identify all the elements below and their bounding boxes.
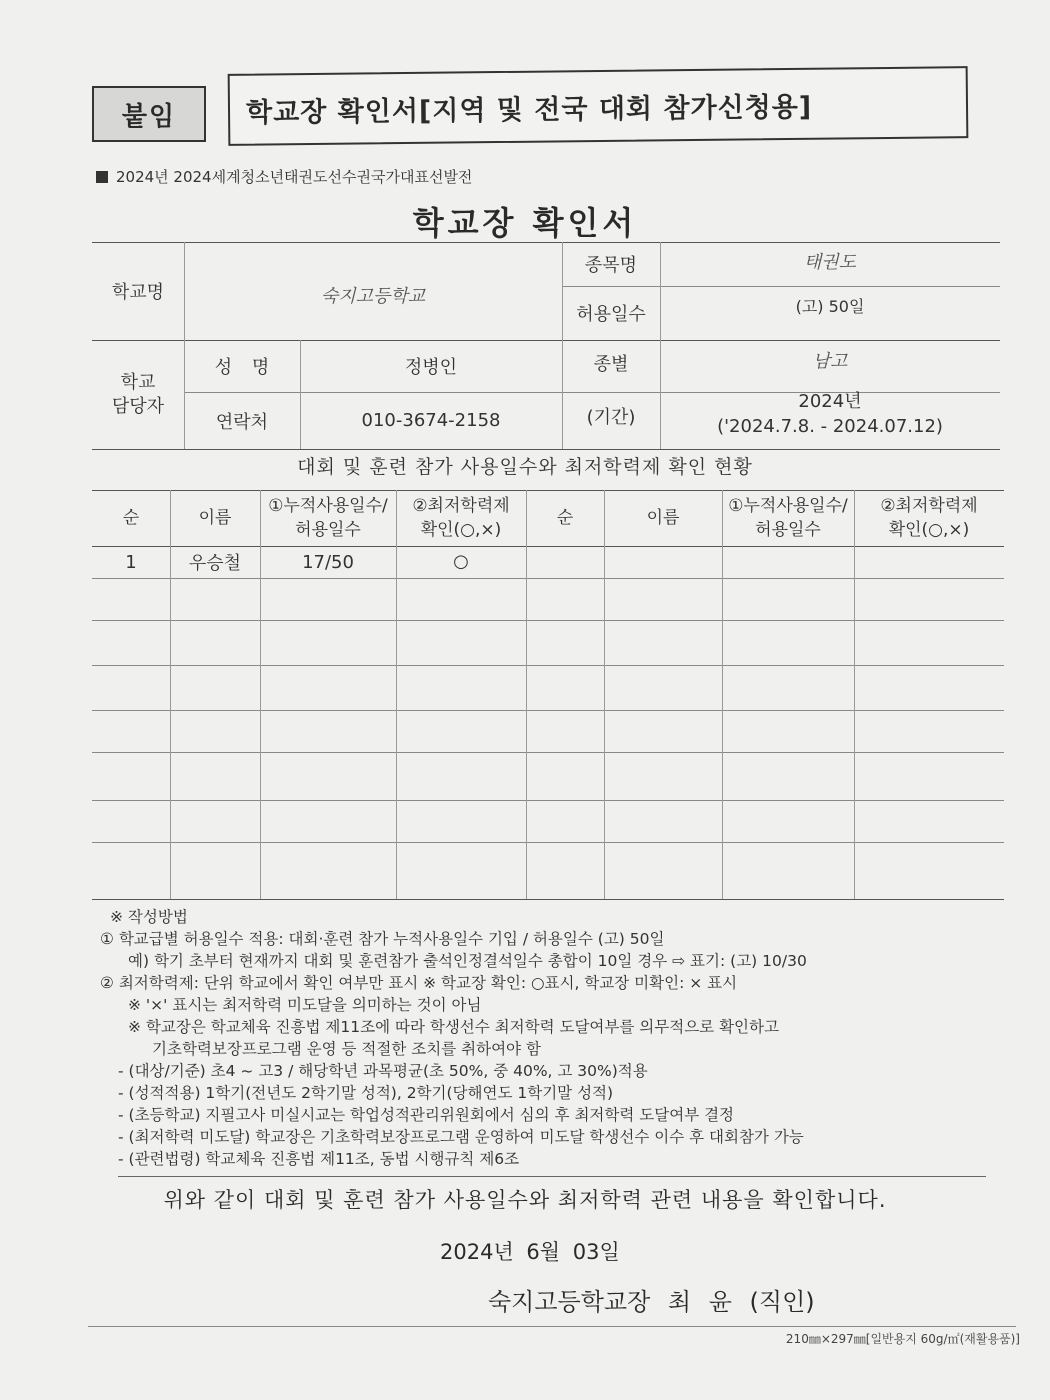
gender-value: 남고 [812,351,848,372]
paper-spec: 210㎜×297㎜[일반용지 60g/㎡(재활용품)] [785,1332,1020,1346]
note-rule-2: - (성적적용) 1학기(전년도 2학기말 성적), 2학기(당해연도 1학기말 성적) [118,1084,614,1102]
event-text: 2024년 2024세계청소년태권도선수권국가대표선발전 [116,168,473,186]
status-title: 대회 및 훈련 참가 사용일수와 최저학력제 확인 현황 [297,456,753,478]
school-value: 숙지고등학교 [320,286,426,307]
school-label: 학교명 [111,282,165,303]
notes-section [100,906,1000,1170]
row-1-days: 17/50 [302,551,354,573]
note-2-sub-1: ※ '×' 표시는 최저학력 미도달을 의미하는 것이 아님 [128,996,482,1014]
row-1-check: ○ [453,550,469,572]
header-no-2: 순 [556,508,574,528]
header-name: 이름 [198,508,232,528]
phone-label: 연락처 [215,411,269,433]
header-name-2: 이름 [646,508,680,528]
note-2-sub-2-cont: 기초학력보장프로그램 운영 등 적절한 조치를 취하여야 함 [152,1040,541,1058]
header-days-2: ①누적사용일수/ 허용일수 [728,496,848,540]
notes-heading: ※ 작성방법 [110,908,188,926]
note-rule-1: - (대상/기준) 초4 ~ 고3 / 해당학년 과목평균(초 50%, 중 40%, 고 30%)적용 [118,1062,648,1080]
period-range: ('2024.7.8. - 2024.07.12) [717,415,943,437]
name-label: 성 명 [214,357,270,378]
sport-value: 태권도 [803,252,857,273]
event-line [96,166,472,187]
gender-label: 종별 [593,354,629,375]
allowed-days-value: (고) 50일 [795,296,865,316]
confirm-statement: 위와 같이 대회 및 훈련 참가 사용일수와 최저학력 관련 내용을 확인합니다. [163,1188,887,1212]
issue-date: 2024년 6월 03일 [440,1240,620,1264]
form-title: 학교장 확인서[지역 및 전국 대회 참가신청용] [228,66,969,146]
footer-line [88,1326,1016,1327]
sport-label: 종목명 [584,255,638,276]
info-table [92,242,1000,450]
doc-title: 학교장 확인서 [412,204,638,242]
header-no: 순 [122,508,140,528]
note-rule-5: - (관련법령) 학교체육 진흥법 제11조, 동법 시행규칙 제6조 [118,1150,520,1168]
phone-value: 010-3674-2158 [361,410,501,431]
header-days: ①누적사용일수/ 허용일수 [268,496,388,540]
square-bullet-icon [96,171,108,183]
row-1-name: 우승철 [188,553,242,574]
separator-line [118,1176,986,1177]
note-rule-3: - (초등학교) 지필고사 미실시교는 학업성적관리위원회에서 심의 후 최저학력 도달여부 결정 [118,1106,735,1124]
attachment-label: 붙임 [92,86,206,142]
note-rule-4: - (최저학력 미도달) 학교장은 기초학력보장프로그램 운영하여 미도달 학생선수 이수 후 대회참가 가능 [118,1128,804,1146]
note-2: ② 최저학력제: 단위 학교에서 확인 여부만 표시 ※ 학교장 확인: ○표시, 학교장 미확인: × 표시 [100,974,738,992]
contact-label: 학교 담당자 [111,371,165,417]
name-value: 정병인 [404,357,458,378]
usage-table [92,490,1004,900]
header-check: ②최저학력제 확인(○,×) [412,496,510,540]
period-year: 2024년 [798,391,862,412]
period-label: (기간) [586,407,636,428]
principal-signature: 숙지고등학교장 최 윤 (직인) [488,1288,815,1316]
row-1-no: 1 [125,551,137,573]
note-2-sub-2: ※ 학교장은 학교체육 진흥법 제11조에 따라 학생선수 최저학력 도달여부를 의무적으로 확인하고 [128,1018,779,1036]
allowed-days-label: 허용일수 [576,304,646,325]
note-1: ① 학교급별 허용일수 적용: 대회·훈련 참가 누적사용일수 기입 / 허용일수 (고) 50일 [100,930,665,948]
header-check-2: ②최저학력제 확인(○,×) [880,496,978,540]
note-1-example: 예) 학기 초부터 현재까지 대회 및 훈련참가 출석인정결석일수 총합이 10일 경우 ⇨ 표기: (고) 10/30 [128,952,807,970]
